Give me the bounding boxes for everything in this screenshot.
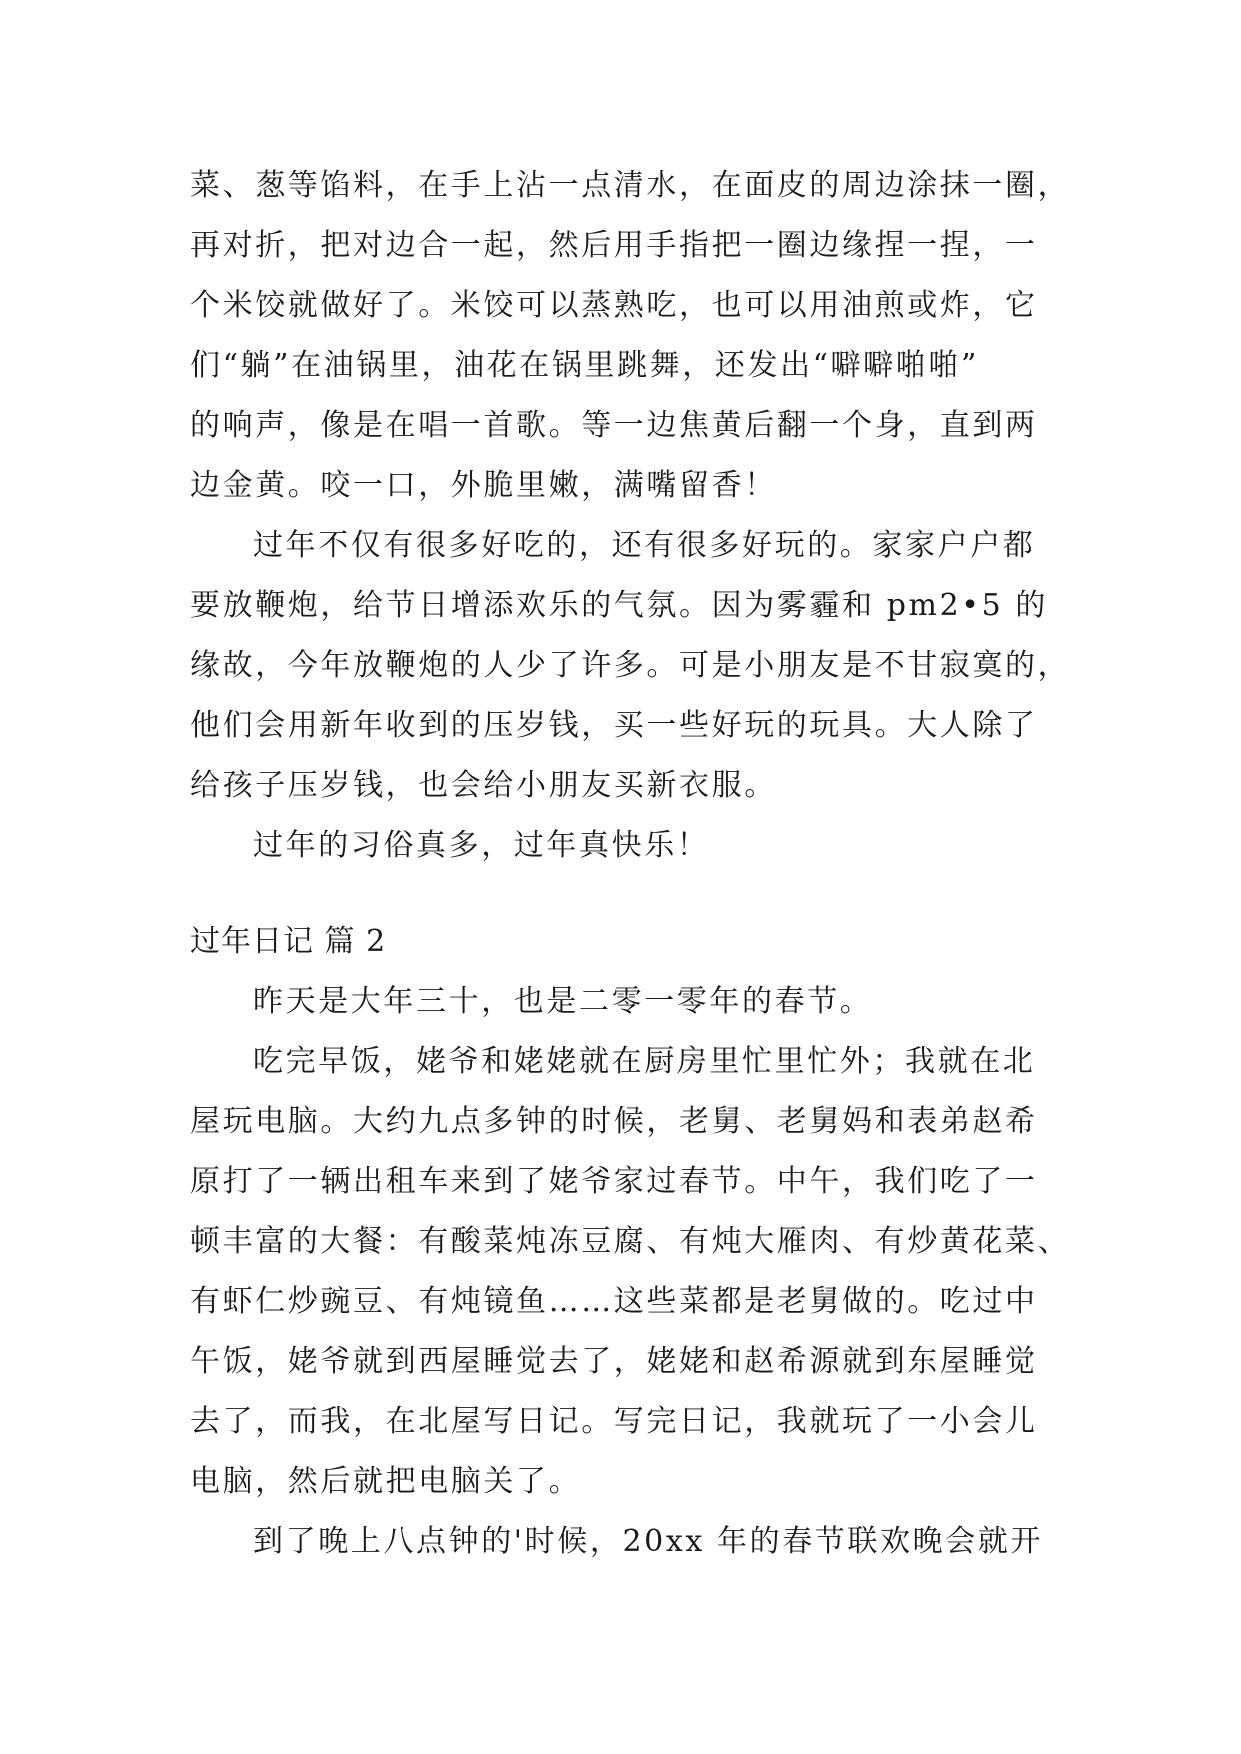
paragraph-line: 要放鞭炮，给节日增添欢乐的气氛。因为雾霾和 pm2•5 的 [190,588,1048,623]
paragraph-line: 的响声，像是在唱一首歌。等一边焦黄后翻一个身，直到两 [190,408,1038,443]
paragraph-line: 边金黄。咬一口，外脆里嫩，满嘴留香！ [190,468,777,503]
paragraph-line: 顿丰富的大餐：有酸菜炖冻豆腐、有炖大雁肉、有炒黄花菜、 [190,1224,1071,1259]
paragraph-line: 吃完早饭，姥爷和姥姥就在厨房里忙里忙外；我就在北 [253,1044,1036,1079]
paragraph-line: 们“躺”在油锅里，油花在锅里跳舞，还发出“噼噼啪啪” [190,348,979,383]
paragraph-line: 再对折，把对边合一起，然后用手指把一圈边缘捏一捏，一 [190,228,1038,263]
section-heading: 过年日记 篇 2 [190,924,387,959]
paragraph-line: 给孩子压岁钱，也会给小朋友买新衣服。 [190,768,777,803]
paragraph-line: 电脑，然后就把电脑关了。 [190,1464,582,1499]
paragraph-line: 原打了一辆出租车来到了姥爷家过春节。中午，我们吃了一 [190,1164,1038,1199]
paragraph-line: 昨天是大年三十，也是二零一零年的春节。 [253,984,873,1019]
paragraph-line: 菜、葱等馅料，在手上沾一点清水，在面皮的周边涂抹一圈， [190,168,1071,203]
paragraph-line: 过年不仅有很多好吃的，还有很多好玩的。家家户户都 [253,528,1036,563]
paragraph-line: 屋玩电脑。大约九点多钟的时候，老舅、老舅妈和表弟赵希 [190,1104,1038,1139]
paragraph-line: 缘故，今年放鞭炮的人少了许多。可是小朋友是不甘寂寞的， [190,648,1071,683]
paragraph-line: 到了晚上八点钟的'时候，20xx 年的春节联欢晚会就开 [253,1524,1043,1559]
paragraph-line: 他们会用新年收到的压岁钱，买一些好玩的玩具。大人除了 [190,708,1038,743]
paragraph-line: 过年的习俗真多，过年真快乐！ [253,828,710,863]
paragraph-line: 个米饺就做好了。米饺可以蒸熟吃，也可以用油煎或炸，它 [190,288,1038,323]
paragraph-line: 有虾仁炒豌豆、有炖镜鱼……这些菜都是老舅做的。吃过中 [190,1284,1038,1319]
paragraph-line: 午饭，姥爷就到西屋睡觉去了，姥姥和赵希源就到东屋睡觉 [190,1344,1038,1379]
paragraph-line: 去了，而我，在北屋写日记。写完日记，我就玩了一小会儿 [190,1404,1038,1439]
